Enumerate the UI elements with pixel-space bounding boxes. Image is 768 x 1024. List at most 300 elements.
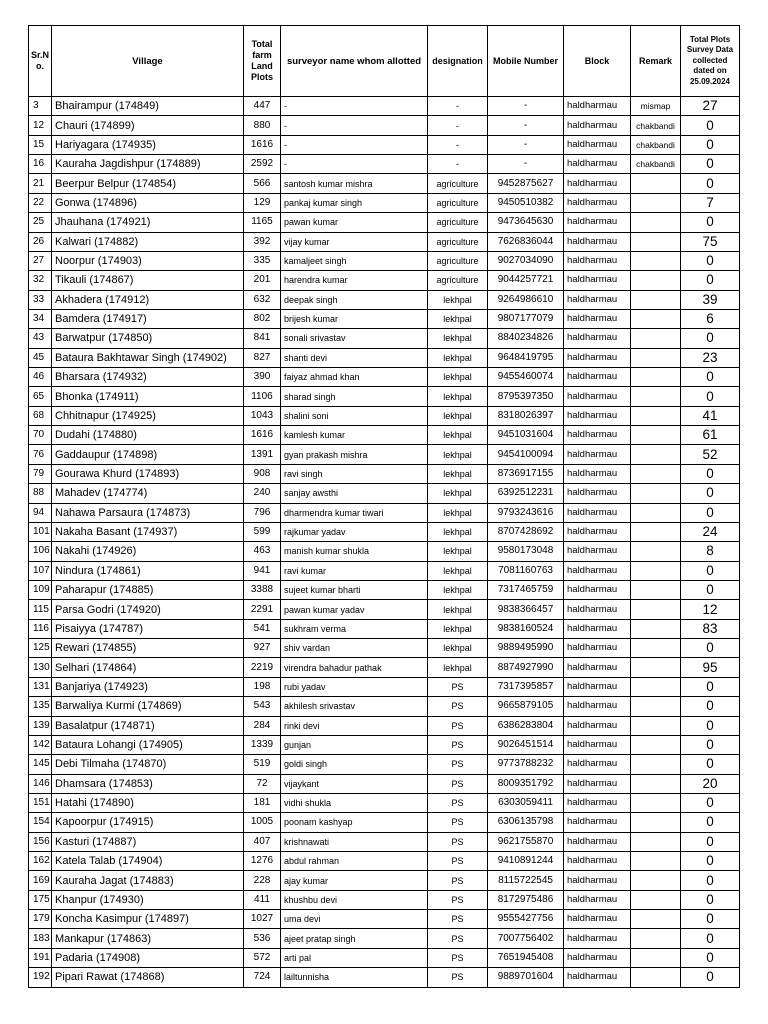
cell-designation: lekhpal <box>428 542 488 561</box>
cell-block: haldharmau <box>564 542 631 561</box>
cell-village: Bataura Bakhtawar Singh (174902) <box>52 348 244 367</box>
table-row <box>29 677 740 696</box>
cell-plots: 1106 <box>244 387 281 406</box>
cell-mobile: - <box>488 155 564 174</box>
cell-designation: lekhpal <box>428 658 488 677</box>
table-row <box>29 484 740 503</box>
cell-designation: lekhpal <box>428 639 488 658</box>
cell-village: Tikauli (174867) <box>52 271 244 290</box>
cell-village: Hatahi (174890) <box>52 793 244 812</box>
cell-sr: 21 <box>29 174 52 193</box>
cell-total: 24 <box>681 522 740 541</box>
cell-remark <box>631 890 681 909</box>
cell-surveyor: ajay kumar <box>281 871 428 890</box>
cell-total: 0 <box>681 852 740 871</box>
cell-plots: 411 <box>244 890 281 909</box>
cell-block: haldharmau <box>564 348 631 367</box>
table-body <box>29 97 740 988</box>
cell-block: haldharmau <box>564 813 631 832</box>
cell-village: Kalwari (174882) <box>52 232 244 251</box>
cell-designation: - <box>428 97 488 116</box>
cell-sr: 115 <box>29 600 52 619</box>
cell-designation: lekhpal <box>428 426 488 445</box>
cell-block: haldharmau <box>564 929 631 948</box>
cell-remark <box>631 774 681 793</box>
cell-plots: 543 <box>244 697 281 716</box>
cell-plots: 240 <box>244 484 281 503</box>
cell-total: 0 <box>681 503 740 522</box>
cell-village: Nakahi (174926) <box>52 542 244 561</box>
cell-plots: 1165 <box>244 213 281 232</box>
cell-designation: lekhpal <box>428 561 488 580</box>
cell-village: Nindura (174861) <box>52 561 244 580</box>
cell-sr: 183 <box>29 929 52 948</box>
cell-plots: 407 <box>244 832 281 851</box>
cell-remark <box>631 832 681 851</box>
table-row <box>29 271 740 290</box>
cell-mobile: 7651945408 <box>488 948 564 967</box>
cell-total: 39 <box>681 290 740 309</box>
table-row <box>29 542 740 561</box>
cell-surveyor: ajeet pratap singh <box>281 929 428 948</box>
cell-village: Debi Tilmaha (174870) <box>52 755 244 774</box>
cell-designation: lekhpal <box>428 503 488 522</box>
cell-total: 0 <box>681 735 740 754</box>
cell-total: 0 <box>681 813 740 832</box>
cell-surveyor: shiv vardan <box>281 639 428 658</box>
header-surveyor: surveyor name whom allotted <box>281 26 428 97</box>
cell-block: haldharmau <box>564 832 631 851</box>
cell-village: Akhadera (174912) <box>52 290 244 309</box>
cell-remark <box>631 580 681 599</box>
cell-sr: 191 <box>29 948 52 967</box>
cell-plots: 1391 <box>244 445 281 464</box>
cell-plots: 566 <box>244 174 281 193</box>
cell-mobile: 6386283804 <box>488 716 564 735</box>
cell-total: 27 <box>681 97 740 116</box>
cell-village: Hariyagara (174935) <box>52 135 244 154</box>
cell-designation: - <box>428 155 488 174</box>
cell-mobile: 8172975486 <box>488 890 564 909</box>
cell-block: haldharmau <box>564 639 631 658</box>
cell-block: haldharmau <box>564 561 631 580</box>
cell-surveyor: virendra bahadur pathak <box>281 658 428 677</box>
cell-block: haldharmau <box>564 232 631 251</box>
table-row <box>29 426 740 445</box>
cell-sr: 145 <box>29 755 52 774</box>
cell-mobile: 9450510382 <box>488 193 564 212</box>
cell-mobile: - <box>488 116 564 135</box>
cell-mobile: 7081160763 <box>488 561 564 580</box>
table-row <box>29 155 740 174</box>
cell-plots: 927 <box>244 639 281 658</box>
cell-mobile: 9889495990 <box>488 639 564 658</box>
cell-mobile: 8840234826 <box>488 329 564 348</box>
cell-remark <box>631 464 681 483</box>
cell-designation: PS <box>428 968 488 987</box>
cell-village: Dhamsara (174853) <box>52 774 244 793</box>
cell-block: haldharmau <box>564 309 631 328</box>
cell-surveyor: sujeet kumar bharti <box>281 580 428 599</box>
cell-plots: 201 <box>244 271 281 290</box>
cell-remark <box>631 697 681 716</box>
cell-village: Bhonka (174911) <box>52 387 244 406</box>
cell-block: haldharmau <box>564 522 631 541</box>
cell-sr: 22 <box>29 193 52 212</box>
cell-remark <box>631 426 681 445</box>
cell-total: 0 <box>681 639 740 658</box>
cell-mobile: 9026451514 <box>488 735 564 754</box>
cell-mobile: 9555427756 <box>488 910 564 929</box>
cell-block: haldharmau <box>564 735 631 754</box>
cell-plots: 1027 <box>244 910 281 929</box>
cell-remark <box>631 309 681 328</box>
header-sr: Sr.N o. <box>29 26 52 97</box>
cell-sr: 43 <box>29 329 52 348</box>
cell-plots: 541 <box>244 619 281 638</box>
cell-surveyor: shanti devi <box>281 348 428 367</box>
survey-table <box>28 25 740 988</box>
cell-designation: lekhpal <box>428 619 488 638</box>
table-row <box>29 890 740 909</box>
cell-plots: 724 <box>244 968 281 987</box>
cell-remark <box>631 329 681 348</box>
table-row <box>29 774 740 793</box>
cell-mobile: 9807177079 <box>488 309 564 328</box>
cell-block: haldharmau <box>564 116 631 135</box>
header-village: Village <box>52 26 244 97</box>
cell-village: Bataura Lohangi (174905) <box>52 735 244 754</box>
cell-designation: PS <box>428 793 488 812</box>
cell-plots: 827 <box>244 348 281 367</box>
cell-sr: 192 <box>29 968 52 987</box>
table-row <box>29 619 740 638</box>
table-row <box>29 929 740 948</box>
cell-total: 0 <box>681 697 740 716</box>
cell-mobile: 9454100094 <box>488 445 564 464</box>
table-row <box>29 213 740 232</box>
cell-sr: 65 <box>29 387 52 406</box>
cell-village: Beerpur Belpur (174854) <box>52 174 244 193</box>
cell-village: Kasturi (174887) <box>52 832 244 851</box>
cell-village: Mankapur (174863) <box>52 929 244 948</box>
cell-village: Noorpur (174903) <box>52 251 244 270</box>
cell-designation: lekhpal <box>428 445 488 464</box>
table-row <box>29 658 740 677</box>
cell-sr: 32 <box>29 271 52 290</box>
cell-plots: 392 <box>244 232 281 251</box>
table-row <box>29 871 740 890</box>
cell-remark <box>631 968 681 987</box>
cell-designation: lekhpal <box>428 290 488 309</box>
cell-village: Kauraha Jagdishpur (174889) <box>52 155 244 174</box>
table-row <box>29 387 740 406</box>
cell-total: 0 <box>681 271 740 290</box>
cell-remark <box>631 232 681 251</box>
cell-sr: 70 <box>29 426 52 445</box>
cell-surveyor: krishnawati <box>281 832 428 851</box>
cell-mobile: 7317395857 <box>488 677 564 696</box>
cell-mobile: 6392512231 <box>488 484 564 503</box>
cell-block: haldharmau <box>564 251 631 270</box>
cell-mobile: 9838160524 <box>488 619 564 638</box>
cell-surveyor: - <box>281 116 428 135</box>
cell-surveyor: manish kumar shukla <box>281 542 428 561</box>
cell-remark <box>631 639 681 658</box>
cell-surveyor: lailtunnisha <box>281 968 428 987</box>
cell-plots: 2291 <box>244 600 281 619</box>
cell-sr: 3 <box>29 97 52 116</box>
cell-mobile: 9621755870 <box>488 832 564 851</box>
cell-plots: 390 <box>244 368 281 387</box>
cell-plots: 447 <box>244 97 281 116</box>
cell-plots: 519 <box>244 755 281 774</box>
cell-designation: lekhpal <box>428 329 488 348</box>
table-row <box>29 309 740 328</box>
cell-mobile: 7626836044 <box>488 232 564 251</box>
cell-total: 0 <box>681 910 740 929</box>
cell-remark <box>631 290 681 309</box>
cell-sr: 16 <box>29 155 52 174</box>
cell-remark <box>631 503 681 522</box>
cell-surveyor: akhilesh srivastav <box>281 697 428 716</box>
cell-mobile: 9264986610 <box>488 290 564 309</box>
cell-surveyor: ravi singh <box>281 464 428 483</box>
cell-remark <box>631 852 681 871</box>
cell-village: Banjariya (174923) <box>52 677 244 696</box>
cell-village: Pipari Rawat (174868) <box>52 968 244 987</box>
cell-mobile: 9451031604 <box>488 426 564 445</box>
cell-mobile: 8707428692 <box>488 522 564 541</box>
cell-mobile: 8115722545 <box>488 871 564 890</box>
cell-remark: mismap <box>631 97 681 116</box>
cell-sr: 106 <box>29 542 52 561</box>
survey-sheet <box>28 25 739 988</box>
cell-block: haldharmau <box>564 135 631 154</box>
cell-designation: - <box>428 135 488 154</box>
cell-remark <box>631 271 681 290</box>
cell-total: 0 <box>681 716 740 735</box>
cell-sr: 139 <box>29 716 52 735</box>
cell-mobile: - <box>488 135 564 154</box>
table-row <box>29 580 740 599</box>
cell-sr: 45 <box>29 348 52 367</box>
cell-village: Nakaha Basant (174937) <box>52 522 244 541</box>
cell-mobile: 9648419795 <box>488 348 564 367</box>
cell-designation: agriculture <box>428 271 488 290</box>
table-row <box>29 445 740 464</box>
cell-total: 0 <box>681 135 740 154</box>
table-row <box>29 406 740 425</box>
cell-sr: 88 <box>29 484 52 503</box>
header-mobile: Mobile Number <box>488 26 564 97</box>
table-row <box>29 174 740 193</box>
cell-plots: 1616 <box>244 426 281 445</box>
header-plots: Total farm Land Plots <box>244 26 281 97</box>
cell-surveyor: rubi yadav <box>281 677 428 696</box>
cell-designation: PS <box>428 774 488 793</box>
cell-village: Jhauhana (174921) <box>52 213 244 232</box>
table-row <box>29 968 740 987</box>
table-row <box>29 561 740 580</box>
cell-designation: PS <box>428 677 488 696</box>
cell-total: 0 <box>681 213 740 232</box>
cell-surveyor: santosh kumar mishra <box>281 174 428 193</box>
cell-plots: 2592 <box>244 155 281 174</box>
cell-designation: PS <box>428 832 488 851</box>
cell-mobile: - <box>488 97 564 116</box>
cell-block: haldharmau <box>564 445 631 464</box>
cell-sr: 179 <box>29 910 52 929</box>
cell-surveyor: rajkumar yadav <box>281 522 428 541</box>
cell-sr: 33 <box>29 290 52 309</box>
cell-mobile: 9580173048 <box>488 542 564 561</box>
cell-surveyor: gunjan <box>281 735 428 754</box>
cell-surveyor: faiyaz ahmad khan <box>281 368 428 387</box>
table-row <box>29 910 740 929</box>
header-block: Block <box>564 26 631 97</box>
cell-designation: agriculture <box>428 232 488 251</box>
cell-remark <box>631 813 681 832</box>
cell-village: Gaddaupur (174898) <box>52 445 244 464</box>
cell-block: haldharmau <box>564 774 631 793</box>
table-row <box>29 329 740 348</box>
cell-total: 0 <box>681 890 740 909</box>
cell-sr: 175 <box>29 890 52 909</box>
cell-sr: 68 <box>29 406 52 425</box>
cell-total: 0 <box>681 484 740 503</box>
cell-plots: 463 <box>244 542 281 561</box>
cell-village: Gonwa (174896) <box>52 193 244 212</box>
cell-total: 12 <box>681 600 740 619</box>
cell-plots: 802 <box>244 309 281 328</box>
cell-plots: 181 <box>244 793 281 812</box>
cell-surveyor: khushbu devi <box>281 890 428 909</box>
cell-mobile: 8736917155 <box>488 464 564 483</box>
cell-remark <box>631 948 681 967</box>
cell-block: haldharmau <box>564 910 631 929</box>
cell-village: Mahadev (174774) <box>52 484 244 503</box>
cell-surveyor: - <box>281 135 428 154</box>
cell-remark <box>631 484 681 503</box>
cell-surveyor: kamaljeet singh <box>281 251 428 270</box>
cell-remark <box>631 600 681 619</box>
cell-plots: 941 <box>244 561 281 580</box>
cell-total: 75 <box>681 232 740 251</box>
cell-designation: PS <box>428 948 488 967</box>
cell-designation: PS <box>428 697 488 716</box>
cell-village: Bharsara (174932) <box>52 368 244 387</box>
cell-village: Chhitnapur (174925) <box>52 406 244 425</box>
cell-surveyor: vijay kumar <box>281 232 428 251</box>
cell-mobile: 9410891244 <box>488 852 564 871</box>
table-row <box>29 755 740 774</box>
cell-remark <box>631 910 681 929</box>
cell-sr: 27 <box>29 251 52 270</box>
cell-block: haldharmau <box>564 271 631 290</box>
table-row <box>29 97 740 116</box>
cell-designation: PS <box>428 852 488 871</box>
cell-surveyor: ravi kumar <box>281 561 428 580</box>
cell-block: haldharmau <box>564 387 631 406</box>
cell-block: haldharmau <box>564 948 631 967</box>
cell-designation: lekhpal <box>428 348 488 367</box>
cell-plots: 1339 <box>244 735 281 754</box>
cell-sr: 107 <box>29 561 52 580</box>
cell-village: Pisaiyya (174787) <box>52 619 244 638</box>
cell-remark <box>631 735 681 754</box>
cell-plots: 1005 <box>244 813 281 832</box>
cell-designation: agriculture <box>428 193 488 212</box>
cell-remark <box>631 387 681 406</box>
cell-village: Kauraha Jagat (174883) <box>52 871 244 890</box>
table-row <box>29 503 740 522</box>
cell-block: haldharmau <box>564 213 631 232</box>
cell-village: Bhairampur (174849) <box>52 97 244 116</box>
cell-sr: 131 <box>29 677 52 696</box>
cell-plots: 599 <box>244 522 281 541</box>
cell-plots: 796 <box>244 503 281 522</box>
cell-total: 52 <box>681 445 740 464</box>
cell-sr: 12 <box>29 116 52 135</box>
cell-mobile: 8009351792 <box>488 774 564 793</box>
cell-sr: 94 <box>29 503 52 522</box>
table-row <box>29 832 740 851</box>
cell-total: 0 <box>681 793 740 812</box>
cell-surveyor: harendra kumar <box>281 271 428 290</box>
cell-village: Gourawa Khurd (174893) <box>52 464 244 483</box>
cell-sr: 79 <box>29 464 52 483</box>
cell-total: 61 <box>681 426 740 445</box>
cell-mobile: 9773788232 <box>488 755 564 774</box>
cell-sr: 151 <box>29 793 52 812</box>
cell-remark <box>631 193 681 212</box>
cell-plots: 228 <box>244 871 281 890</box>
cell-sr: 34 <box>29 309 52 328</box>
cell-village: Barwatpur (174850) <box>52 329 244 348</box>
cell-designation: PS <box>428 929 488 948</box>
cell-remark: chakbandi <box>631 116 681 135</box>
cell-block: haldharmau <box>564 426 631 445</box>
cell-block: haldharmau <box>564 174 631 193</box>
cell-remark <box>631 251 681 270</box>
cell-surveyor: - <box>281 97 428 116</box>
cell-plots: 335 <box>244 251 281 270</box>
cell-sr: 109 <box>29 580 52 599</box>
cell-designation: PS <box>428 910 488 929</box>
cell-designation: lekhpal <box>428 309 488 328</box>
cell-plots: 1276 <box>244 852 281 871</box>
cell-surveyor: gyan prakash mishra <box>281 445 428 464</box>
cell-designation: lekhpal <box>428 387 488 406</box>
cell-surveyor: vidhi shukla <box>281 793 428 812</box>
cell-mobile: 7007756402 <box>488 929 564 948</box>
cell-total: 0 <box>681 871 740 890</box>
cell-mobile: 9889701604 <box>488 968 564 987</box>
cell-village: Basalatpur (174871) <box>52 716 244 735</box>
cell-total: 0 <box>681 174 740 193</box>
cell-designation: lekhpal <box>428 406 488 425</box>
cell-mobile: 9027034090 <box>488 251 564 270</box>
cell-remark <box>631 368 681 387</box>
cell-remark <box>631 793 681 812</box>
cell-remark <box>631 929 681 948</box>
cell-remark <box>631 542 681 561</box>
cell-total: 0 <box>681 561 740 580</box>
cell-plots: 841 <box>244 329 281 348</box>
cell-total: 0 <box>681 387 740 406</box>
cell-sr: 130 <box>29 658 52 677</box>
